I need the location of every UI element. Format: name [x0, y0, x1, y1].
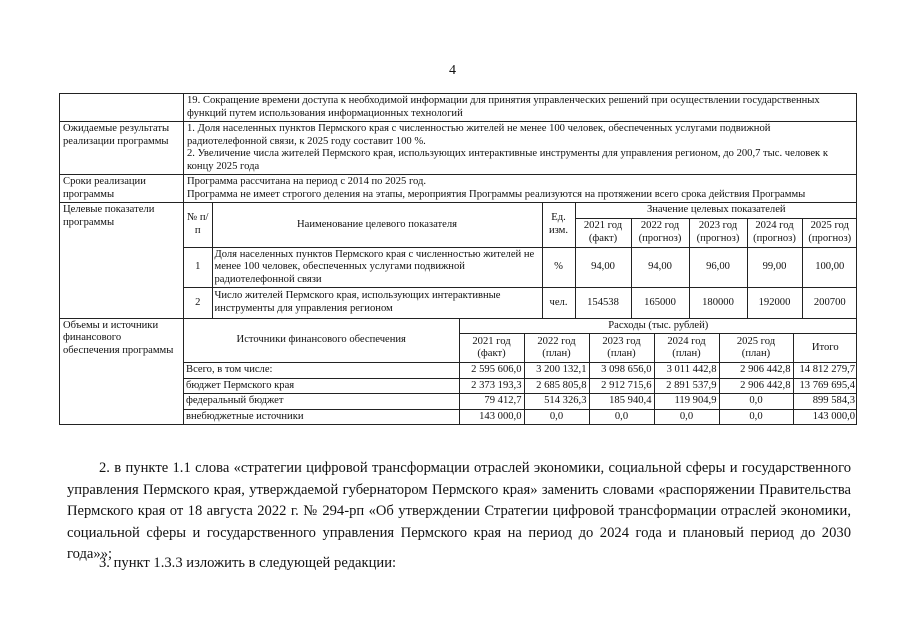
- financing-expenses-header: Расходы (тыс. рублей): [459, 319, 857, 334]
- financing-value: 119 904,9: [654, 394, 719, 410]
- indicator-year-header: 2022 год (прогноз): [631, 218, 689, 247]
- financing-value: 899 584,3: [793, 394, 857, 410]
- indicator-unit-header: Ед. изм.: [542, 203, 575, 247]
- financing-row-item: [184, 409, 857, 424]
- financing-value: 13 769 695,4: [793, 378, 857, 394]
- financing-year-header: 2022 год (план): [524, 334, 589, 363]
- financing-value: 185 940,4: [589, 394, 654, 410]
- financing-source-name: внебюджетные источники: [184, 409, 459, 424]
- financing-row-item: [184, 363, 857, 379]
- financing-value: 79 412,7: [459, 394, 524, 410]
- financing-value: 0,0: [524, 409, 589, 424]
- indicator-row: [184, 247, 857, 288]
- financing-value: 14 812 279,7: [793, 363, 857, 379]
- financing-value: 2 906 442,8: [719, 363, 793, 379]
- financing-value: 0,0: [589, 409, 654, 424]
- passport-table: [59, 93, 857, 425]
- indicator-value: 99,00: [747, 247, 802, 288]
- expected-result-1: 1. Доля населенных пунктов Пермского края с численностью жителей не менее 100 человек, обеспеченных услугами подвижной радиотелефонной связи, к 2025 году составит 100 %.: [187, 123, 771, 147]
- indicator-value: 192000: [747, 288, 802, 318]
- task-19-text: 19. Сокращение времени доступа к необходимой информации для принятия управленческих решений при осуществлении государственных функций путем использования информационных технологий: [184, 94, 857, 122]
- paragraph-2: [67, 458, 851, 566]
- indicator-unit: %: [542, 247, 575, 288]
- indicator-name-header: Наименование целевого показателя: [212, 203, 542, 247]
- indicator-year-header: 2024 год (прогноз): [747, 218, 802, 247]
- financing-value: 514 326,3: [524, 394, 589, 410]
- indicator-year-header: 2025 год (прогноз): [802, 218, 857, 247]
- financing-year-header: 2025 год (план): [719, 334, 793, 363]
- paragraph-3-text: 3. пункт 1.3.3 изложить в следующей редакции:: [99, 555, 397, 571]
- financing-value: 143 000,0: [793, 409, 857, 424]
- indicator-unit: чел.: [542, 288, 575, 318]
- indicator-value: 200700: [802, 288, 857, 318]
- financing-source-name: Всего, в том числе:: [184, 363, 459, 379]
- indicator-value: 180000: [689, 288, 747, 318]
- indicators-row: [60, 203, 857, 319]
- paragraph-2-text: 2. в пункте 1.1 слова «стратегии цифровой трансформации отраслей экономики, социальной сферы и государственного управления Пермского края, утверждаемой губернатором Пермского края» заменить словами «распоряжении Правительства Пермского края от 18 августа 2022 г. № 294-рп «Об утверждении Стратегии цифровой трансформации отраслей экономики, социальной сферы и государственного управления Пермского края на период до 2024 года и плановый период до 2030 года»»;: [67, 460, 851, 562]
- indicator-value: 165000: [631, 288, 689, 318]
- indicator-values-header: Значение целевых показателей: [575, 203, 857, 218]
- indicator-value: 96,00: [689, 247, 747, 288]
- financing-table: [184, 319, 857, 425]
- timing-line-1: Программа рассчитана на период с 2014 по 2025 год.: [187, 176, 427, 187]
- financing-source-name: федеральный бюджет: [184, 394, 459, 410]
- page-number: 4: [449, 63, 456, 78]
- indicator-year-header: 2023 год (прогноз): [689, 218, 747, 247]
- paragraph-3: [67, 553, 851, 575]
- indicator-num-header: № п/п: [184, 203, 212, 247]
- financing-value: 2 595 606,0: [459, 363, 524, 379]
- task-row: [60, 94, 857, 122]
- indicators-label: Целевые показатели программы: [60, 203, 184, 319]
- indicator-num: 1: [184, 247, 212, 288]
- indicator-value: 154538: [575, 288, 631, 318]
- expected-results-label: Ожидаемые результаты реализации программы: [60, 122, 184, 175]
- timing-line-2: Программа не имеет строгого деления на этапы, мероприятия Программы реализуются на протяжении всего срока действия Программы: [187, 188, 806, 200]
- financing-value: 0,0: [719, 409, 793, 424]
- financing-value: 2 891 537,9: [654, 378, 719, 394]
- financing-year-header: 2021 год (факт): [459, 334, 524, 363]
- financing-year-header: 2024 год (план): [654, 334, 719, 363]
- financing-row-item: [184, 394, 857, 410]
- indicator-name: Доля населенных пунктов Пермского края с численностью жителей не менее 100 человек, обеспеченных услугами подвижной радиотелефонной связи: [212, 247, 542, 288]
- financing-value: 2 685 805,8: [524, 378, 589, 394]
- expected-result-2: 2. Увеличение числа жителей Пермского края, использующих интерактивные инструменты для управления регионом, до 200,7 тыс. человек к концу 2025 года: [187, 148, 828, 172]
- financing-row: [60, 318, 857, 425]
- timing-label: Сроки реализации программы: [60, 175, 184, 203]
- financing-value: 3 200 132,1: [524, 363, 589, 379]
- financing-sources-header: Источники финансового обеспечения: [184, 319, 459, 363]
- financing-value: 2 912 715,6: [589, 378, 654, 394]
- timing-row: [60, 175, 857, 203]
- financing-value: 2 906 442,8: [719, 378, 793, 394]
- financing-value: 0,0: [654, 409, 719, 424]
- financing-source-name: бюджет Пермского края: [184, 378, 459, 394]
- financing-value: 3 098 656,0: [589, 363, 654, 379]
- financing-row-item: [184, 378, 857, 394]
- indicator-name: Число жителей Пермского края, использующих интерактивные инструменты для управления регионом: [212, 288, 542, 318]
- indicator-value: 94,00: [575, 247, 631, 288]
- expected-results-row: [60, 122, 857, 175]
- indicator-year-header: 2021 год (факт): [575, 218, 631, 247]
- financing-value: 2 373 193,3: [459, 378, 524, 394]
- financing-value: 0,0: [719, 394, 793, 410]
- indicators-table: [184, 203, 857, 318]
- indicator-value: 100,00: [802, 247, 857, 288]
- indicator-num: 2: [184, 288, 212, 318]
- financing-label: Объемы и источники финансового обеспечения программы: [60, 318, 184, 425]
- financing-total-header: Итого: [793, 334, 857, 363]
- financing-value: 143 000,0: [459, 409, 524, 424]
- indicator-row: [184, 288, 857, 318]
- financing-year-header: 2023 год (план): [589, 334, 654, 363]
- indicator-value: 94,00: [631, 247, 689, 288]
- financing-value: 3 011 442,8: [654, 363, 719, 379]
